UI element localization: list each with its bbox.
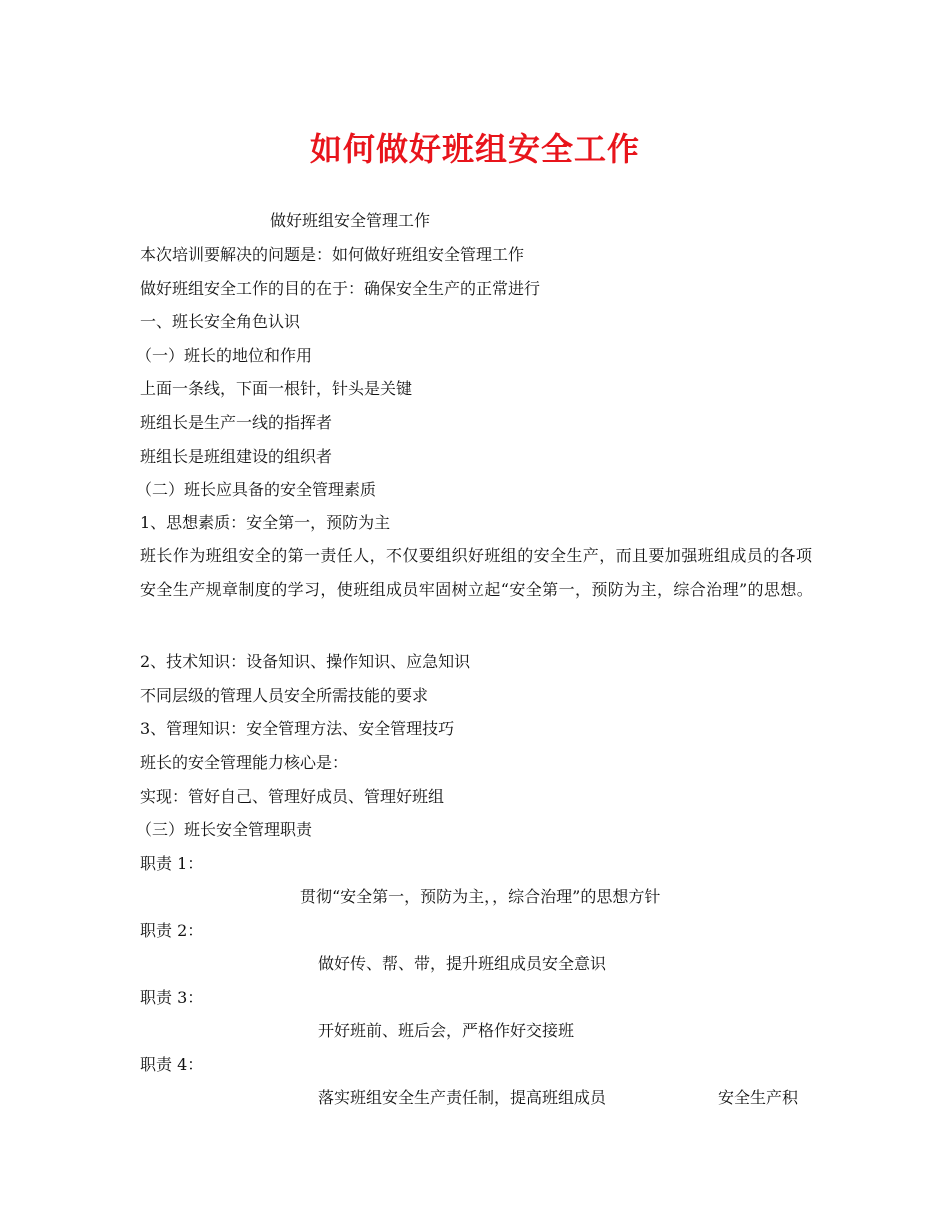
text-line: 实现：管好自己、管理好成员、管理好班组 — [140, 787, 445, 806]
text-line: 2、技术知识：设备知识、操作知识、应急知识 — [140, 652, 471, 671]
subsection-heading: （三）班长安全管理职责 — [136, 820, 313, 839]
duty-label: 职责 3： — [140, 988, 204, 1007]
subsection-heading: （二）班长应具备的安全管理素质 — [136, 480, 377, 499]
text-line: 班组长是生产一线的指挥者 — [140, 413, 333, 432]
duty-text: 开好班前、班后会，严格作好交接班 — [318, 1021, 575, 1040]
text-line: 1、思想素质：安全第一，预防为主 — [140, 513, 391, 532]
text-line: 做好班组安全工作的目的在于：确保安全生产的正常进行 — [140, 279, 541, 298]
body-paragraph: 班长作为班组安全的第一责任人，不仅要组织好班组的安全生产，而且要加强班组成员的各项安全生产规章制度的学习，使班组成员牢固树立起“安全第一，预防为主，综合治理”的思想。 — [140, 546, 814, 599]
duty-text: 做好传、帮、带，提升班组成员安全意识 — [318, 954, 607, 973]
duty-text: 落实班组安全生产责任制，提高班组成员 — [318, 1088, 607, 1107]
duty-label: 职责 4： — [140, 1055, 204, 1074]
text-line: 本次培训要解决的问题是：如何做好班组安全管理工作 — [140, 245, 525, 264]
text-line: 班组长是班组建设的组织者 — [140, 447, 333, 466]
duty-text: 贯彻“安全第一，预防为主，，综合治理”的思想方针 — [300, 887, 661, 906]
text-line: 3、管理知识：安全管理方法、安全管理技巧 — [140, 719, 455, 738]
subsection-heading: （一）班长的地位和作用 — [136, 346, 313, 365]
text-line: 班长的安全管理能力核心是： — [140, 753, 349, 772]
subtitle: 做好班组安全管理工作 — [270, 211, 431, 230]
duty-label: 职责 1： — [140, 854, 204, 873]
duty-label: 职责 2： — [140, 921, 204, 940]
duty-text-tail: 安全生产积 — [718, 1088, 799, 1107]
document-title: 如何做好班组安全工作 — [309, 130, 640, 168]
section-heading: 一、班长安全角色认识 — [140, 312, 301, 331]
text-line: 上面一条线，下面一根针，针头是关键 — [140, 379, 413, 398]
text-line: 不同层级的管理人员安全所需技能的要求 — [140, 686, 429, 705]
